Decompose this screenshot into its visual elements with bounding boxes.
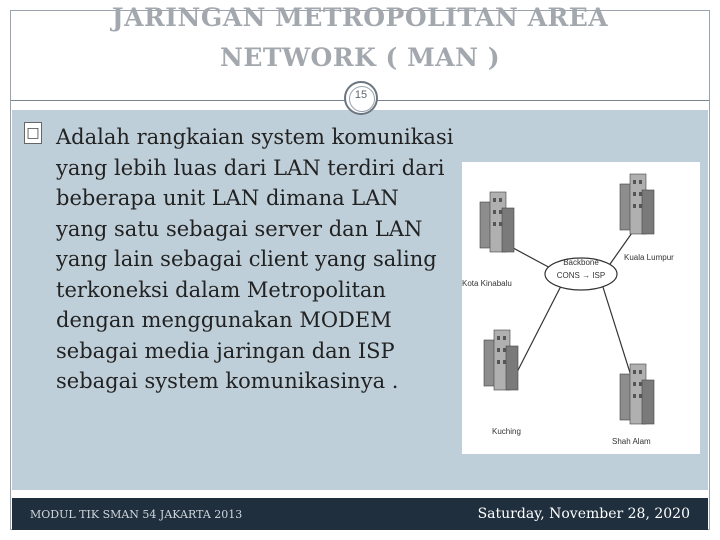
building-icon-shah-alam [620, 364, 654, 424]
slide-number: 15 [354, 89, 368, 101]
backbone-subtitle: CONS → ISP [556, 271, 606, 280]
node-label-kuching: Kuching [492, 427, 521, 436]
bullet-icon: □ [24, 122, 42, 144]
diagram-svg [462, 162, 700, 454]
link-kuching [514, 284, 562, 378]
body-text [36, 122, 456, 397]
node-label-shah-alam: Shah Alam [612, 437, 651, 446]
man-network-diagram [462, 162, 700, 454]
slide-title-line-1: JARINGAN METROPOLITAN AREA [111, 3, 609, 32]
footer-left-text: MODUL TIK SMAN 54 JAKARTA 2013 [30, 508, 243, 521]
body-paragraph: Adalah rangkaian system komunikasi yang lebih luas dari LAN terdiri dari beberapa unit LAN dimana LAN yang satu sebagai server dan LAN yang lain sebagai client yang saling terkoneksi dalam Metropolitan dengan menggunakan MODEM sebagai media jaringan dan ISP sebagai system komunikasinya . [56, 125, 454, 393]
building-icon-kuala-lumpur [620, 174, 654, 234]
backbone-title: Backbone [563, 258, 599, 267]
node-label-kuala-lumpur: Kuala Lumpur [624, 253, 674, 262]
footer-date: Saturday, November 28, 2020 [477, 506, 690, 522]
building-icon-kota-kinabalu [480, 192, 514, 252]
slide-title-line-2: NETWORK ( MAN ) [219, 43, 501, 72]
node-label-kota-kinabalu: Kota Kinabalu [462, 279, 512, 288]
building-icon-kuching [484, 330, 518, 390]
